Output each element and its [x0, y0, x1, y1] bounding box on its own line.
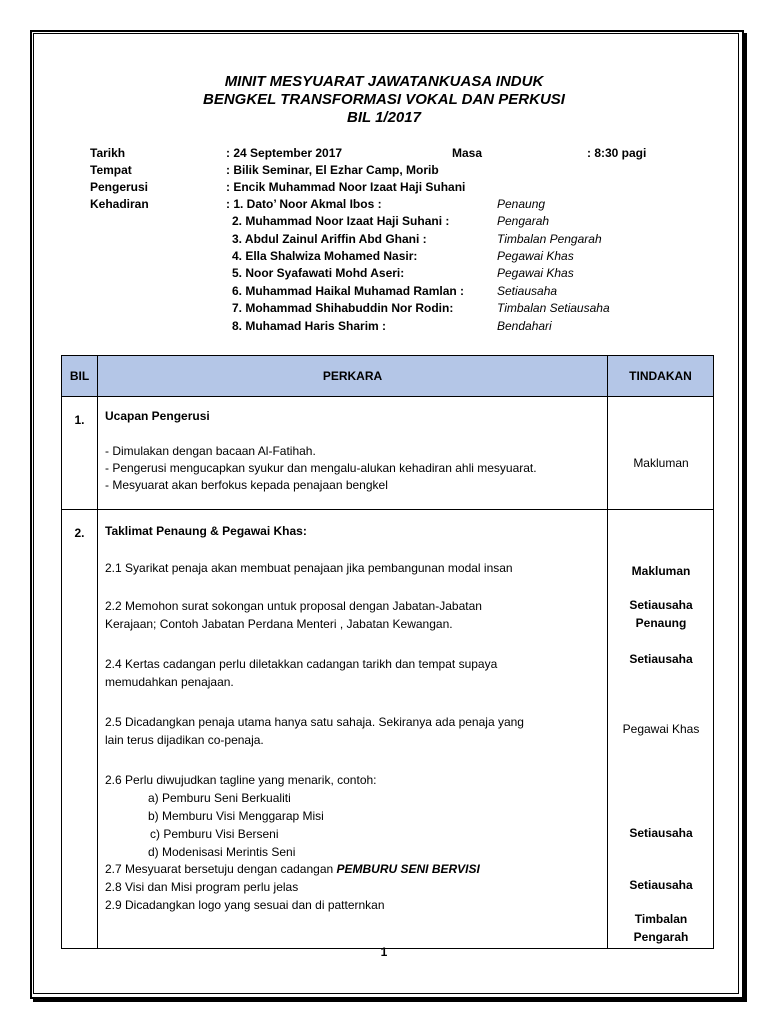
row-bil-cell [62, 397, 98, 510]
tempat-label: Tempat [90, 163, 132, 177]
row-perkara-cell [98, 510, 608, 949]
action-label: Penaung [635, 616, 687, 630]
table-row [62, 510, 714, 949]
page-number: 1 [380, 945, 388, 959]
minute-line: 2.8 Visi dan Misi program perlu jelas [105, 880, 299, 894]
row-bil-cell [62, 510, 98, 949]
minute-line: - Mesyuarat akan berfokus kepada penajaan bengkel [105, 478, 388, 492]
pengerusi-value: : Encik Muhammad Noor Izaat Haji Suhani [226, 180, 466, 194]
action-label: Setiausaha [629, 878, 693, 892]
action-label: Timbalan [634, 912, 688, 926]
row-tindakan-cell [608, 397, 714, 510]
attendee-name: 7. Mohammad Shihabuddin Nor Rodin: [232, 301, 454, 315]
tarikh-value: : 24 September 2017 [226, 146, 343, 160]
table-header-row [62, 356, 714, 397]
section-title: Taklimat Penaung & Pegawai Khas: [105, 524, 307, 538]
row-number: 2. [74, 526, 85, 540]
minute-line: - Pengerusi mengucapkan syukur dan mengalu-alukan kehadiran ahli mesyuarat. [105, 461, 537, 475]
tagline-item: b) Memburu Visi Menggarap Misi [148, 809, 324, 823]
document-title-line1: MINIT MESYUARAT JAWATANKUASA INDUK [224, 73, 544, 90]
attendee-name: 6. Muhammad Haikal Muhamad Ramlan : [232, 284, 465, 298]
attendee-role: Timbalan Setiausaha [497, 301, 610, 315]
tagline-item: d) Modenisasi Merintis Seni [148, 845, 296, 859]
agreement-tagline: PEMBURU SENI BERVISI [336, 862, 480, 876]
header-bil: BIL [62, 356, 98, 397]
attendee-name: 2. Muhammad Noor Izaat Haji Suhani : [232, 214, 450, 228]
row-tindakan-cell [608, 510, 714, 949]
minute-line: 2.4 Kertas cadangan perlu diletakkan cadangan tarikh dan tempat supaya [105, 657, 498, 671]
attendee-name: 5. Noor Syafawati Mohd Aseri: [232, 266, 405, 280]
section-title: Ucapan Pengerusi [105, 409, 210, 423]
attendee-role: Pegawai Khas [497, 266, 574, 280]
row-perkara-cell [98, 397, 608, 510]
attendee-role: Pengarah [497, 214, 550, 228]
action-label: Setiausaha [629, 826, 693, 840]
minute-line-agreement [105, 861, 480, 878]
tempat-value: : Bilik Seminar, El Ezhar Camp, Morib [226, 163, 439, 177]
action-label: Pegawai Khas [622, 722, 700, 736]
minute-line: 2.6 Perlu diwujudkan tagline yang menarik, contoh: [105, 773, 377, 787]
attendee-role: Setiausaha [497, 284, 558, 298]
minute-line: 2.1 Syarikat penaja akan membuat penajaan jika pembangunan modal insan [105, 561, 513, 575]
minute-line: 2.5 Dicadangkan penaja utama hanya satu sahaja. Sekiranya ada penaja yang [105, 715, 524, 729]
action-label: Pengarah [633, 930, 689, 944]
action-label: Makluman [631, 564, 691, 578]
attendee-name: 8. Muhamad Haris Sharim : [232, 319, 387, 333]
minute-line: Kerajaan; Contoh Jabatan Perdana Menteri , Jabatan Kewangan. [105, 617, 453, 631]
agreement-text: 2.7 Mesyuarat bersetuju dengan cadangan [105, 862, 337, 876]
action-label: Makluman [633, 456, 689, 470]
minute-line: 2.9 Dicadangkan logo yang sesuai dan di patternkan [105, 898, 385, 912]
action-label: Setiausaha [629, 598, 693, 612]
minute-line: 2.2 Memohon surat sokongan untuk proposal dengan Jabatan-Jabatan [105, 599, 482, 613]
table-row [62, 397, 714, 510]
attendee-role: Penaung [497, 197, 546, 211]
document-title-line2: BENGKEL TRANSFORMASI VOKAL DAN PERKUSI [203, 91, 565, 108]
attendee-name: 4. Ella Shalwiza Mohamed Nasir: [232, 249, 418, 263]
minutes-table [61, 355, 714, 949]
pengerusi-label: Pengerusi [90, 180, 149, 194]
attendee-name: : 1. Dato’ Noor Akmal Ibos : [226, 197, 382, 211]
minute-line: lain terus dijadikan co-penaja. [105, 733, 264, 747]
masa-label: Masa [452, 146, 483, 160]
document-title-line3: BIL 1/2017 [347, 109, 421, 126]
kehadiran-label: Kehadiran [90, 197, 149, 211]
attendee-role: Bendahari [497, 319, 552, 333]
attendee-role: Timbalan Pengarah [497, 232, 602, 246]
minute-line: memudahkan penajaan. [105, 675, 234, 689]
header-tindakan: TINDAKAN [608, 356, 714, 397]
tagline-item: c) Pemburu Visi Berseni [150, 827, 279, 841]
tarikh-label: Tarikh [90, 146, 126, 160]
row-number: 1. [74, 413, 85, 427]
attendee-name: 3. Abdul Zainul Ariffin Abd Ghani : [232, 232, 427, 246]
attendee-role: Pegawai Khas [497, 249, 574, 263]
minute-line: - Dimulakan dengan bacaan Al-Fatihah. [105, 444, 316, 458]
tagline-item: a) Pemburu Seni Berkualiti [148, 791, 291, 805]
masa-value: : 8:30 pagi [587, 146, 647, 160]
action-label: Setiausaha [629, 652, 693, 666]
header-perkara: PERKARA [98, 356, 608, 397]
